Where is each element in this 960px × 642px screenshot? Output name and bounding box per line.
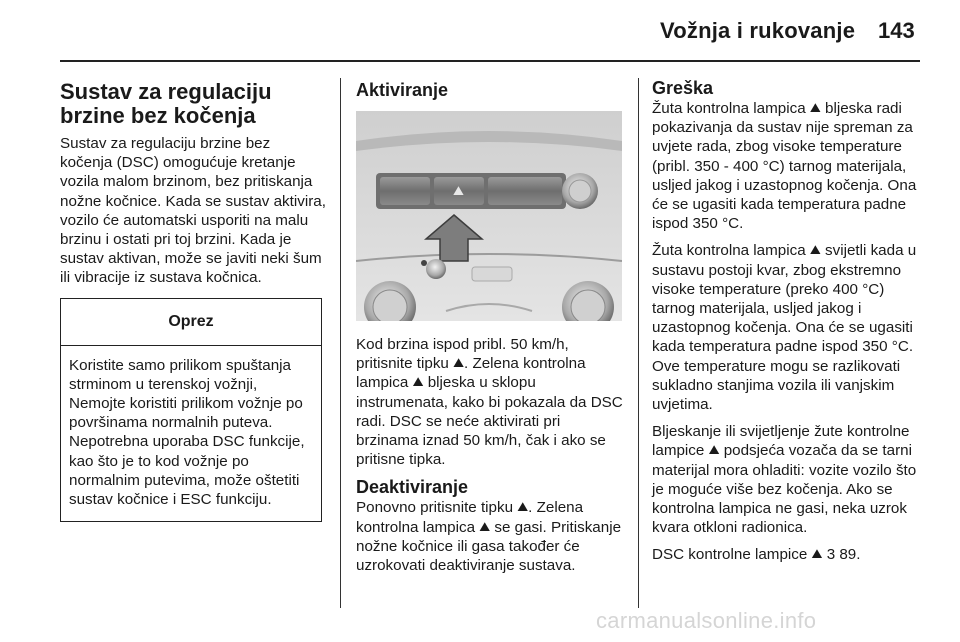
- header-rule: [60, 60, 920, 62]
- intro-paragraph: Sustav za regulaciju brzine bez kočenja (DSC) omogućuje kretanje vozila malom brzinom, bez pritiskanja nožne kočnice. Kada se sustav aktivira, vozilo će automatski usporiti na malu brzinu i ostati pri toj brzini. Kada je sustav aktivan, može se javiti neki šum ili vibracije iz sustava kočnica.: [60, 135, 326, 287]
- dsc-hill-icon: ⛰: [412, 374, 424, 390]
- dsc-hill-icon: ⛰: [809, 100, 821, 115]
- column-left: [60, 78, 326, 522]
- dsc-hill-icon: ⛰: [708, 442, 720, 458]
- heading-activate: Aktiviranje: [356, 80, 449, 100]
- dsc-hill-icon: ⛰: [453, 355, 464, 371]
- page-header-title: Vožnja i rukovanje: [660, 18, 856, 43]
- watermark: carmanualsonline.info: [596, 608, 817, 633]
- error-paragraph-1: Žuta kontrolna lampica ⛰ bljeska radi pokazivanja da sustav nije spreman za uvjete rada, zbog visoke temperature (pribl. 350 - 400 °C) tarnog materijala, usljed jakog i uzastopnog kočenja. Ona će se ugasiti kada temperatura padne ispod 350 °C.: [652, 100, 917, 233]
- caution-box: [60, 298, 322, 523]
- svg-text:⛰: ⛰: [453, 184, 464, 199]
- column-middle: [356, 78, 626, 583]
- dsc-hill-icon: ⛰: [811, 546, 823, 562]
- column-divider: [638, 78, 639, 608]
- column-divider: [340, 78, 341, 608]
- heading-error: Greška: [652, 78, 714, 98]
- cross-reference: DSC kontrolne lampice ⛰ 3 89.: [652, 546, 861, 564]
- activate-paragraph: Kod brzina ispod pribl. 50 km/h, pritisnite tipku ⛰. Zelena kontrolna lampica ⛰ bljeska u sklopu instrumenata, kako bi pokazala da DSC radi. DSC se neće aktivirati pri brzinama iznad 50 km/h, čak i ako se pritisne tipka.: [356, 336, 623, 469]
- caution-text: Koristite samo prilikom spuštanja strminom u terenskoj vožnji, Nemojte koristiti prilikom vožnje po površinama normalnih puteva. Nepotrebna uporaba DSC funkcije, kao što je to kod vožnje po normalnim putevima, može oštetiti sustav kočnice i ESC funkciju.: [69, 356, 305, 509]
- dsc-hill-icon: ⛰: [479, 518, 491, 534]
- dsc-button-photo: [356, 111, 622, 321]
- error-paragraph-3: Bljeskanje ili svijetljenje žute kontrolne lampice ⛰ podsjeća vozača da se tarni materijal mora ohladiti: vozite vozilo što je moguće više bez kočenja. Ako se kontrolna lampica ne gasi, neka uzrok kvara otkloni radionica.: [652, 423, 917, 537]
- heading-deactivate: Deaktiviranje: [356, 477, 469, 498]
- column-right: [652, 78, 924, 573]
- dsc-hill-icon: ⛰: [517, 499, 529, 515]
- error-paragraph-2: Žuta kontrolna lampica ⛰ svijetli kada u sustavu postoji kvar, zbog ekstremno visoke temperature (preko 400 °C) tarnog materijala, usljed jakog i uzastopnog kočenja. Ona će se ugasiti kada temperatura padne ispod 350 °C. Ove temperature mogu se razlikovati sukladno stanjima vozila ili vanjskim uvjetima.: [652, 242, 917, 414]
- page-number: 143: [878, 18, 915, 43]
- caution-title: Oprez: [61, 299, 321, 346]
- dsc-hill-icon: ⛰: [809, 242, 821, 258]
- deactivate-paragraph: Ponovno pritisnite tipku ⛰. Zelena kontrolna lampica ⛰ se gasi. Pritiskanje nožne kočnice ili gasa također će uzrokovati deaktiviranje sustava.: [356, 499, 622, 575]
- section-heading: Sustav za regulaciju brzine bez kočenja: [60, 79, 272, 128]
